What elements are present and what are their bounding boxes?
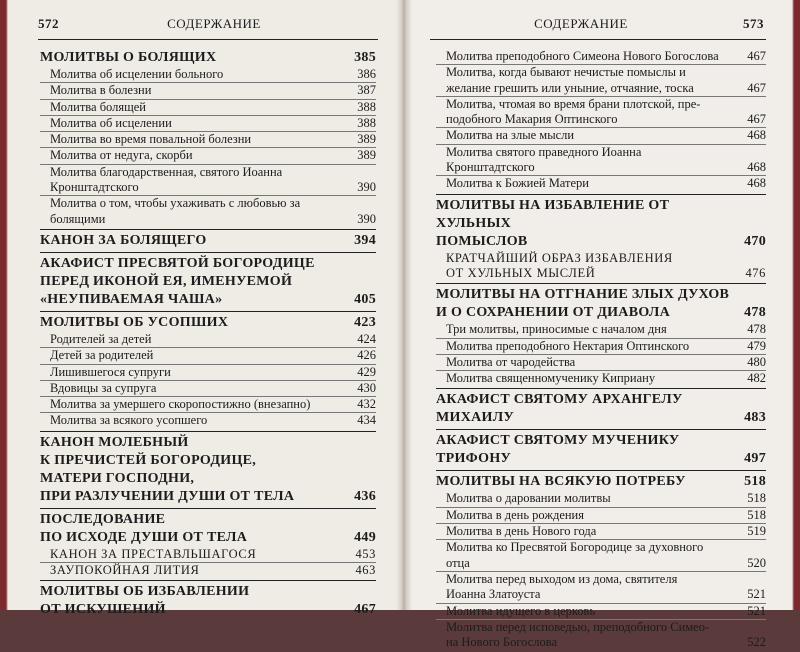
toc-entry[interactable]: [436, 524, 766, 540]
toc-entry-title: Молитва к Божией Матери: [446, 176, 589, 191]
toc-entry-page: 476: [745, 265, 766, 280]
toc-entry-title: КАНОН ЗА БОЛЯЩЕГО: [40, 232, 207, 248]
toc-entry-page: 434: [357, 413, 376, 428]
toc-entry-page: 518: [744, 474, 766, 490]
toc-entry-page: 480: [747, 354, 766, 369]
toc-entry[interactable]: [40, 165, 376, 197]
toc-entry-page: 468: [747, 128, 766, 143]
toc-heading-entry[interactable]: [40, 255, 376, 309]
toc-entry[interactable]: [436, 128, 766, 144]
toc-entry-title: МОЛИТВЫ ОБ УСОПШИХ: [40, 314, 229, 330]
toc-entry-page: 390: [357, 180, 376, 195]
toc-entry-page: 430: [357, 380, 376, 395]
toc-entry-title: Молитва святого праведного Иоанна Кронштадтского: [446, 144, 642, 175]
toc-entry[interactable]: [40, 365, 376, 381]
toc-heading-entry[interactable]: [436, 432, 766, 468]
toc-entry-title: Молитва преподобного Нектария Оптинского: [446, 338, 690, 353]
toc-entry[interactable]: [436, 355, 766, 371]
toc-entry-page: 423: [354, 314, 376, 330]
toc-entry-page: 436: [354, 488, 376, 504]
toc-entry-title: АКАФИСТ СВЯТОМУ АРХАНГЕЛУ МИХАИЛУ: [436, 392, 683, 426]
toc-entry-title: Молитва благодарственная, святого Иоанна Кронштадтского: [50, 164, 283, 195]
toc-entry-page: 405: [354, 291, 376, 307]
toc-heading-entry[interactable]: [436, 286, 766, 322]
toc-entry-page: 522: [747, 635, 766, 650]
toc-section: [436, 389, 766, 430]
toc-entry-page: 468: [747, 160, 766, 175]
toc-entry[interactable]: [40, 397, 376, 413]
right-page-number: 573: [743, 16, 764, 31]
toc-entry[interactable]: [436, 508, 766, 524]
toc-entry-page: 478: [747, 322, 766, 337]
toc-entry-page: 432: [357, 397, 376, 412]
toc-heading-entry[interactable]: [40, 434, 376, 506]
toc-entry[interactable]: [436, 620, 766, 651]
toc-entry-page: 463: [355, 563, 376, 578]
toc-entry-title: Молитва, когда бывают нечистые помыслы и желание грешить или уныние, отчаяние, тоска: [446, 65, 694, 95]
toc-entry[interactable]: [436, 49, 766, 65]
toc-entry-page: 518: [747, 491, 766, 506]
toc-entry[interactable]: [436, 145, 766, 177]
left-page-number: 572: [38, 16, 59, 31]
toc-entry[interactable]: [436, 371, 766, 386]
toc-entry-page: 519: [747, 524, 766, 539]
toc-entry-page: 386: [357, 67, 376, 81]
toc-entry-title: Лишившегося супруги: [50, 364, 171, 379]
toc-entry[interactable]: [40, 381, 376, 397]
toc-entry-title: МОЛИТВЫ НА ИЗБАВЛЕНИЕ ОТ ХУЛЬНЫХ ПОМЫСЛОВ: [436, 197, 670, 249]
left-page: [10, 0, 398, 618]
toc-section: [40, 312, 376, 432]
toc-entry[interactable]: [40, 83, 376, 99]
toc-entry[interactable]: [40, 563, 376, 578]
toc-entry-page: 467: [747, 112, 766, 127]
toc-entry-title: Молитва, чтомая во время брани плотской, пре- подобного Макария Оптинского: [446, 96, 701, 127]
toc-section: [40, 230, 376, 253]
toc-entry[interactable]: [40, 67, 376, 83]
toc-entry[interactable]: [40, 332, 376, 348]
right-page-header: [410, 16, 792, 36]
toc-entry-title: Молитва от недуга, скорби: [50, 148, 193, 163]
toc-entry-title: Молитва ко Пресвятой Богородице за духовного отца: [446, 540, 704, 570]
toc-section: [436, 284, 766, 389]
toc-entry-page: 449: [354, 529, 376, 545]
toc-entry-page: 424: [357, 331, 376, 346]
toc-entry-page: 497: [744, 451, 766, 467]
toc-entry-page: 467: [747, 49, 766, 63]
toc-entry-title: Молитва за умершего скоропостижно (внезапно): [50, 397, 311, 412]
toc-entry-page: 389: [357, 148, 376, 163]
toc-entry-page: 429: [357, 364, 376, 379]
toc-entry-title: Молитва на злые мысли: [446, 128, 575, 143]
toc-entry-title: МОЛИТВЫ НА ОТГНАНИЕ ЗЛЫХ ДУХОВ И О СОХРАНЕНИИ ОТ ДИАВОЛА: [436, 287, 730, 321]
toc-section: [40, 253, 376, 312]
left-header-rule: [38, 39, 378, 40]
left-running-title: СОДЕРЖАНИЕ: [167, 16, 261, 31]
toc-entry[interactable]: [40, 413, 376, 428]
toc-heading-entry[interactable]: [40, 314, 376, 332]
right-toc: [436, 47, 766, 652]
toc-entry[interactable]: [436, 65, 766, 97]
toc-entry-title: Молитва в болезни: [50, 83, 152, 98]
left-toc: [40, 47, 376, 621]
toc-entry-title: Детей за родителей: [50, 348, 154, 363]
right-header-rule: [430, 39, 766, 40]
toc-entry-title: МОЛИТВЫ ОБ ИЗБАВЛЕНИИ ОТ ИСКУШЕНИЙ: [40, 584, 250, 618]
toc-entry-page: 394: [354, 232, 376, 248]
toc-entry-title: Молитва о том, чтобы ухаживать с любовью за болящими: [50, 196, 301, 226]
toc-entry[interactable]: [436, 339, 766, 355]
toc-entry-title: Молитва об исцелении больного: [50, 67, 224, 81]
toc-section: [40, 432, 376, 509]
toc-entry-page: 478: [744, 305, 766, 321]
toc-entry-page: 467: [354, 602, 376, 618]
toc-entry-title: Вдовицы за супруга: [50, 380, 157, 395]
toc-entry-title: Молитва за всякого усопшего: [50, 413, 208, 428]
toc-entry-page: 521: [747, 587, 766, 602]
toc-entry-page: 521: [747, 603, 766, 618]
toc-entry-title: КАНОН ЗА ПРЕСТАВЛЬШАГОСЯ: [50, 546, 257, 561]
left-page-header: [10, 16, 398, 36]
toc-entry-title: ЗАУПОКОЙНАЯ ЛИТИЯ: [50, 563, 200, 578]
toc-entry-title: Молитва преподобного Симеона Нового Богослова: [446, 49, 719, 63]
toc-entry-title: Молитва от чародейства: [446, 354, 576, 369]
toc-entry[interactable]: [40, 148, 376, 164]
toc-entry[interactable]: [436, 491, 766, 507]
toc-entry-page: 483: [744, 410, 766, 426]
toc-entry-page: 520: [747, 555, 766, 570]
toc-entry-page: 479: [747, 338, 766, 353]
toc-entry-page: 390: [357, 211, 376, 226]
toc-entry-title: КАНОН МОЛЕБНЫЙ К ПРЕЧИСТЕЙ БОГОРОДИЦЕ, МАТЕРИ ГОСПОДНИ, ПРИ РАЗЛУЧЕНИИ ДУШИ ОТ ТЕЛА: [40, 434, 295, 504]
toc-entry[interactable]: [40, 547, 376, 563]
toc-entry-page: 518: [747, 507, 766, 522]
toc-entry-page: 470: [744, 233, 766, 249]
toc-heading-entry[interactable]: [40, 583, 376, 619]
toc-section: [436, 430, 766, 471]
toc-entry-title: Молитва во время повальной болезни: [50, 132, 252, 147]
toc-entry[interactable]: [40, 348, 376, 364]
toc-entry[interactable]: [40, 116, 376, 132]
toc-entry-page: 389: [357, 132, 376, 147]
toc-entry-title: АКАФИСТ СВЯТОМУ МУЧЕНИКУ ТРИФОНУ: [436, 433, 680, 467]
toc-entry-title: Молитва священномученику Киприану: [446, 371, 656, 386]
toc-heading-entry[interactable]: [40, 511, 376, 547]
toc-entry[interactable]: [436, 604, 766, 620]
toc-entry-title: Молитва в день Нового года: [446, 524, 597, 539]
toc-entry-title: Три молитвы, приносимые с началом дня: [446, 322, 667, 337]
toc-entry-page: 468: [747, 176, 766, 191]
toc-section: [436, 195, 766, 285]
toc-section: [40, 509, 376, 582]
toc-entry-title: ПОСЛЕДОВАНИЕ ПО ИСХОДЕ ДУШИ ОТ ТЕЛА: [40, 511, 248, 545]
toc-entry[interactable]: [436, 572, 766, 604]
toc-entry-page: 388: [357, 115, 376, 130]
toc-entry-title: КРАТЧАЙШИЙ ОБРАЗ ИЗБАВЛЕНИЯ ОТ ХУЛЬНЫХ МЫСЛЕЙ: [446, 250, 673, 280]
toc-heading-entry[interactable]: [40, 49, 376, 67]
right-page: [410, 0, 792, 650]
toc-entry-page: 482: [747, 371, 766, 386]
toc-entry-page: 467: [747, 80, 766, 95]
toc-entry[interactable]: [436, 540, 766, 572]
toc-entry[interactable]: [436, 322, 766, 338]
toc-section: [436, 47, 766, 195]
toc-entry-title: Молитва об исцелении: [50, 115, 172, 130]
toc-entry[interactable]: [436, 251, 766, 282]
toc-heading-entry[interactable]: [436, 391, 766, 427]
toc-heading-entry[interactable]: [436, 197, 766, 251]
toc-entry-title: Молитва о даровании молитвы: [446, 491, 611, 506]
toc-entry-title: Молитва в день рождения: [446, 507, 585, 522]
toc-section: [40, 581, 376, 621]
toc-entry[interactable]: [436, 176, 766, 191]
toc-entry-title: Молитва болящей: [50, 99, 146, 114]
toc-entry-title: МОЛИТВЫ О БОЛЯЩИХ: [40, 50, 217, 65]
toc-entry-title: МОЛИТВЫ НА ВСЯКУЮ ПОТРЕБУ: [436, 474, 686, 490]
toc-entry-page: 453: [355, 546, 376, 561]
toc-entry-page: 385: [354, 50, 376, 65]
right-running-title: СОДЕРЖАНИЕ: [534, 16, 628, 31]
toc-entry-title: Молитва перед выходом из дома, святителя Иоанна Златоуста: [446, 571, 678, 602]
toc-section: [40, 47, 376, 230]
toc-entry[interactable]: [40, 196, 376, 227]
toc-entry-title: Родителей за детей: [50, 331, 152, 346]
toc-entry[interactable]: [40, 100, 376, 116]
toc-entry-page: 426: [357, 348, 376, 363]
toc-heading-entry[interactable]: [40, 232, 376, 250]
toc-entry-title: Молитва перед исповедью, преподобного Симео- на Нового Богослова: [446, 619, 710, 650]
toc-entry-title: АКАФИСТ ПРЕСВЯТОЙ БОГОРОДИЦЕ ПЕРЕД ИКОНОЙ ЕЯ, ИМЕНУЕМОЙ «НЕУПИВАЕМАЯ ЧАША»: [40, 255, 315, 307]
toc-entry-title: Молитва идущего в церковь: [446, 603, 596, 618]
toc-entry-page: 388: [357, 99, 376, 114]
toc-entry[interactable]: [436, 97, 766, 129]
toc-heading-entry[interactable]: [436, 473, 766, 491]
toc-entry[interactable]: [40, 132, 376, 148]
toc-entry-page: 387: [357, 83, 376, 98]
toc-section: [436, 471, 766, 652]
